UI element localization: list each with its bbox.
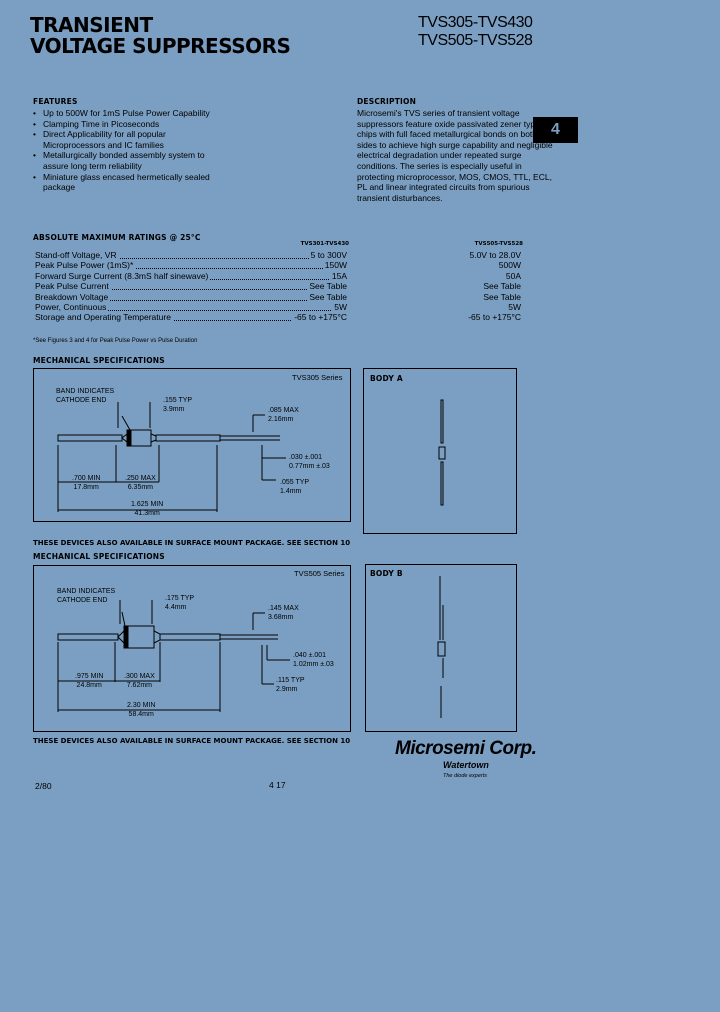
- rating-value-col1: See Table: [309, 281, 347, 292]
- dim-inch: .055 TYP: [280, 479, 310, 486]
- description-text: Microsemi's TVS series of transient voltage suppressors feature oxide passivated zener type chips with full faced metallurgical bonds on both sides to achieve high surge capability and negligible electrical degradation under repeated surge conditions. The series is especially useful in protecting microprocessor, MOS, CMOS, TTL, ECL, PL and linear integrated circuits from spurious transient disturbances.: [357, 108, 553, 203]
- rating-value-col2: See Table: [483, 291, 521, 302]
- dim-inch: .115 TYP: [276, 677, 305, 684]
- part-numbers-line-1: TVS305-TVS430: [418, 14, 533, 31]
- mech1-heading: MECHANICAL SPECIFICATIONS: [33, 356, 165, 365]
- part-numbers-line-2: TVS505-TVS528: [418, 32, 533, 49]
- rating-label: Stand-off Voltage, VR: [35, 250, 117, 260]
- feature-item: • Miniature glass encased hermetically sealed package: [33, 172, 213, 193]
- dim-mm: 0.77mm ±.03: [289, 463, 330, 470]
- rating-label: Storage and Operating Temperature: [35, 312, 171, 323]
- rating-label: Forward Surge Current (8.3mS half sinewave): [35, 270, 209, 281]
- title-line-2: VOLTAGE SUPPRESSORS: [30, 34, 291, 58]
- dim-mm: 3.68mm: [268, 614, 294, 621]
- band-note-line-1: BAND INDICATES: [56, 388, 115, 395]
- company-location: Watertown: [443, 760, 489, 770]
- rating-value-col2: 50A: [505, 270, 521, 281]
- company-logo: Microsemi Corp.: [395, 738, 537, 759]
- footer-date: 2/80: [35, 781, 52, 791]
- band-note-line-1: BAND INDICATES: [57, 588, 116, 595]
- band-note-line-2: CATHODE END: [56, 397, 107, 404]
- dim-mm: 58.4mm: [128, 711, 154, 718]
- feature-item: • Direct Applicability for all popular Microprocessors and IC families: [33, 129, 213, 150]
- dim-mm: 7.62mm: [126, 682, 153, 689]
- mech1-surface-mount-note: THESE DEVICES ALSO AVAILABLE IN SURFACE MOUNT PACKAGE. SEE SECTION 10: [33, 539, 351, 547]
- ratings-footnote: *See Figures 3 and 4 for Peak Pulse Power vs Pulse Duration: [33, 338, 198, 344]
- rating-value-col2: -65 to +175°C: [468, 312, 521, 323]
- dim-inch: .300 MAX: [124, 673, 155, 680]
- ratings-col2-header: TVS505-TVS528: [474, 241, 523, 247]
- mech1-series-label: TVS305 Series: [292, 373, 343, 382]
- dim-mm: 1.02mm ±.03: [293, 661, 334, 668]
- rating-value-col2: 5W: [508, 301, 521, 312]
- mech2-heading: MECHANICAL SPECIFICATIONS: [33, 552, 165, 561]
- ratings-heading: ABSOLUTE MAXIMUM RATINGS @ 25°C: [33, 233, 201, 242]
- dim-inch: .250 MAX: [125, 475, 156, 482]
- rating-value-col1: 15A: [331, 270, 347, 281]
- dim-inch: .040 ±.001: [293, 652, 327, 659]
- mech2-surface-mount-note: THESE DEVICES ALSO AVAILABLE IN SURFACE MOUNT PACKAGE. SEE SECTION 10: [33, 737, 351, 745]
- body-b-label: BODY B: [370, 569, 403, 578]
- dim-mm: 17.8mm: [73, 484, 99, 491]
- mech2-series-label: TVS505 Series: [294, 569, 345, 578]
- rating-label: Peak Pulse Power (1mS)*: [35, 260, 134, 271]
- rating-value-col1: 5W: [334, 301, 347, 312]
- dim-mm: 6.35mm: [127, 484, 154, 491]
- description-heading: DESCRIPTION: [357, 97, 417, 106]
- dim-inch: .975 MIN: [75, 673, 104, 680]
- rating-value-col2: 500W: [498, 260, 521, 271]
- dim-inch: .030 ±.001: [289, 454, 323, 461]
- band-note-line-2: CATHODE END: [57, 597, 108, 604]
- dim-inch: .700 MIN: [72, 475, 101, 482]
- dim-inch: .085 MAX: [268, 407, 299, 414]
- rating-value-col1: 150W: [324, 260, 347, 271]
- dim-inch: .175 TYP: [165, 595, 195, 602]
- dim-inch: 2.30 MIN: [127, 702, 156, 709]
- dim-mm: 24.8mm: [76, 682, 102, 689]
- rating-value-col1: 5 to 300V: [310, 250, 347, 260]
- dim-mm: 41.3mm: [134, 510, 160, 517]
- feature-item: • Up to 500W for 1mS Pulse Power Capability: [33, 108, 213, 119]
- dim-inch: 1.625 MIN: [131, 501, 164, 508]
- title-line-1: TRANSIENT: [30, 13, 153, 37]
- dim-mm: 2.9mm: [276, 686, 298, 693]
- dim-mm: 4.4mm: [165, 604, 187, 611]
- rating-label: Power, Continuous: [35, 301, 107, 312]
- ratings-col1-header: TVS301-TVS430: [300, 241, 349, 247]
- dim-inch: .155 TYP: [163, 397, 193, 404]
- body-a-label: BODY A: [370, 374, 403, 383]
- rating-label: Breakdown Voltage: [35, 291, 109, 302]
- section-tab: 4: [533, 117, 578, 143]
- features-heading: FEATURES: [33, 97, 78, 106]
- feature-item: • Clamping Time in Picoseconds: [33, 119, 213, 130]
- dim-mm: 1.4mm: [280, 488, 302, 495]
- feature-item: • Metallurgically bonded assembly system to assure long term reliability: [33, 150, 213, 171]
- rating-value-col1: -65 to +175°C: [294, 312, 347, 323]
- rating-value-col2: See Table: [483, 281, 521, 292]
- company-tagline: The diode experts: [443, 773, 488, 779]
- rating-value-col2: 5.0V to 28.0V: [469, 250, 521, 260]
- dim-mm: 2.16mm: [268, 416, 294, 423]
- dim-inch: .145 MAX: [268, 605, 299, 612]
- page-number: 4 17: [269, 780, 286, 790]
- dim-mm: 3.9mm: [163, 406, 185, 413]
- rating-label: Peak Pulse Current: [35, 281, 109, 292]
- rating-value-col1: See Table: [309, 291, 347, 302]
